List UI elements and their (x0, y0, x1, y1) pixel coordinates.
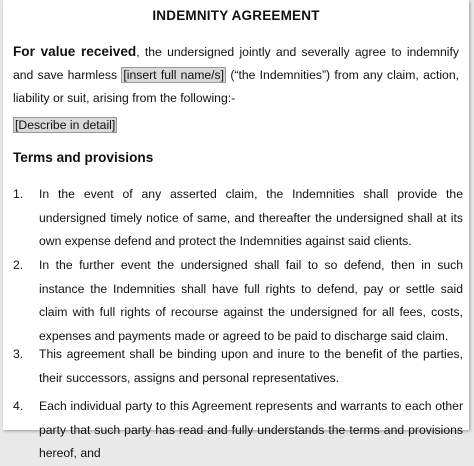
intro-text-2: (“the Indemnities”) from any claim, action, liability or suit, arising from the following:- (13, 68, 459, 105)
intro-text-1: , the undersigned jointly and severally agree to indemnify and save harmless (13, 45, 459, 82)
item-number: 1. (13, 187, 24, 201)
item-text: This agreement shall be binding upon and inure to the benefit of the parties, their successors, assigns and personal representatives. (39, 347, 463, 385)
intro-paragraph (13, 40, 459, 110)
list-item (13, 343, 463, 390)
item-number: 3. (13, 347, 24, 361)
document-page (3, 0, 469, 460)
item-number: 4. (13, 399, 24, 413)
list-item (13, 254, 463, 348)
list-item (13, 183, 463, 254)
item-text: In the further event the undersigned shall fail to so defend, then in such instance the Indemnities shall have full rights to defend, pay or settle said claim with full rights of recourse against the undersigned for all fees, costs, expenses and payments made or agreed to be paid to discharge said claim. (39, 258, 463, 343)
intro-lead: For value received (13, 44, 137, 59)
item-number: 2. (13, 258, 24, 272)
section-heading: Terms and provisions (13, 150, 154, 165)
document-title: INDEMNITY AGREEMENT (152, 8, 320, 23)
item-text: In the event of any asserted claim, the Indemnities shall provide the undersigned timely notice of same, and thereafter the undersigned shall at its own expense defend and protect the Indemnities against said clients. (39, 187, 463, 248)
list-item (13, 395, 463, 466)
item-text: Each individual party to this Agreement represents and warrants to each other party that such party has read and fully understands the terms and provisions hereof, and (39, 399, 463, 460)
names-placeholder-field[interactable]: [insert full name/s] (123, 68, 225, 82)
describe-placeholder-field[interactable]: [Describe in detail] (15, 118, 116, 132)
